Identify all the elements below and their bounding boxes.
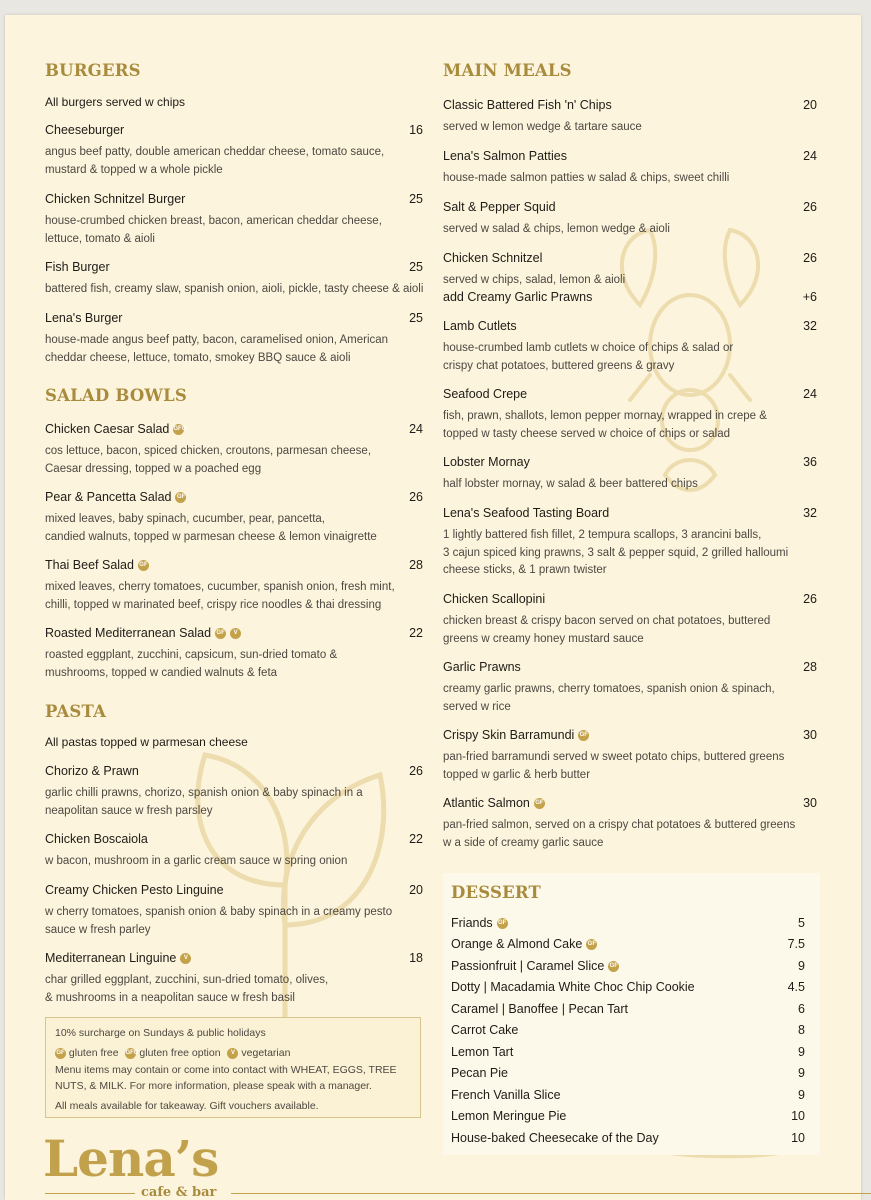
item-name	[45, 422, 187, 436]
dessert-name: French Vanilla Slice	[451, 1088, 561, 1102]
brand-logo: Lena’s	[43, 1129, 219, 1188]
item-name: Salt & Pepper Squid	[443, 200, 556, 214]
item-description	[443, 408, 817, 443]
desc-line: roasted eggplant, zucchini, capsicum, sun-dried tomato &	[45, 649, 338, 661]
item-price: 26	[803, 592, 817, 606]
desc-line: house-made salmon patties w salad & chips, sweet chilli	[443, 172, 730, 184]
item-description	[45, 904, 423, 939]
desc-line: w a side of creamy garlic sauce	[443, 836, 604, 849]
allergen-note-line-2: NUTS, & MILK. For more information, please speak with a manager.	[55, 1080, 372, 1092]
takeaway-note: All meals available for takeaway. Gift vouchers available.	[55, 1100, 319, 1112]
dessert-price: 5	[798, 916, 805, 930]
item-description	[45, 647, 423, 682]
desc-line: greens w creamy honey mustard sauce	[443, 632, 644, 645]
item-price: 30	[803, 728, 817, 742]
item-description	[443, 749, 817, 784]
item-name-text: Chicken Caesar Salad	[45, 422, 170, 436]
item-price: 18	[409, 951, 423, 965]
item-name: Chicken Schnitzel	[443, 251, 543, 265]
item-price: 24	[409, 422, 423, 436]
menu-item	[443, 592, 817, 606]
addon-name: add Creamy Garlic Prawns	[443, 290, 593, 304]
desc-line: half lobster mornay, w salad & beer battered chips	[443, 478, 698, 490]
menu-item	[443, 251, 817, 265]
dessert-price: 4.5	[787, 980, 805, 994]
dessert-price: 10	[791, 1131, 805, 1145]
item-price: 28	[409, 558, 423, 572]
item-name	[45, 490, 186, 504]
desc-line: house-made angus beef patty, bacon, caramelised onion, American	[45, 334, 389, 346]
item-name	[45, 558, 149, 572]
item-name-text: Pear & Pancetta Salad	[45, 490, 172, 504]
desc-line: sauce w fresh parley	[45, 923, 151, 936]
legend-gf: gluten free	[68, 1047, 119, 1059]
pasta-heading: PASTA	[45, 702, 107, 721]
item-description	[45, 144, 423, 179]
item-name: Garlic Prawns	[443, 660, 521, 674]
item-name: Chorizo & Prawn	[45, 764, 139, 778]
item-price: 26	[803, 251, 817, 265]
allergen-note-line-1: Menu items may contain or come into contact with WHEAT, EGGS, TREE	[55, 1064, 397, 1076]
item-name: Cheeseburger	[45, 123, 125, 137]
dessert-item	[451, 1131, 805, 1145]
desc-line: 3 cajun spiced king prawns, 3 salt & pepper squid, 2 grilled halloumi	[443, 546, 789, 559]
desc-line: w bacon, mushroom in a garlic cream sauce w spring onion	[45, 855, 348, 867]
menu-page	[5, 15, 861, 1200]
desc-line: pan-fried salmon, served on a crispy chat potatoes & buttered greens	[443, 819, 796, 831]
item-name-text: Thai Beef Salad	[45, 558, 134, 572]
menu-item	[443, 506, 817, 520]
main-meals-heading: MAIN MEALS	[443, 61, 572, 80]
desc-line: pan-fried barramundi served w sweet potato chips, buttered greens	[443, 751, 785, 763]
dessert-name	[451, 959, 619, 973]
item-name: Lamb Cutlets	[443, 319, 517, 333]
item-name: Lena's Burger	[45, 311, 123, 325]
item-description	[45, 579, 423, 614]
gluten-free-icon: GF	[586, 939, 597, 950]
desc-line: mushrooms, topped w candied walnuts & feta	[45, 666, 278, 679]
desc-line: served w rice	[443, 700, 511, 713]
item-price: 36	[803, 455, 817, 469]
dessert-item	[451, 1088, 805, 1102]
dessert-price: 8	[798, 1023, 805, 1037]
desc-line: candied walnuts, topped w parmesan cheese & lemon vinaigrette	[45, 530, 377, 543]
desc-line: mixed leaves, cherry tomatoes, cucumber, spanish onion, fresh mint,	[45, 581, 395, 593]
vegetarian-icon: V	[230, 628, 241, 639]
dessert-price: 10	[791, 1109, 805, 1123]
dessert-price: 6	[798, 1002, 805, 1016]
item-price: 28	[803, 660, 817, 674]
dessert-item	[451, 1023, 805, 1037]
desc-line: Caesar dressing, topped w a poached egg	[45, 462, 262, 475]
desc-line: cheese sticks, & 1 prawn twister	[443, 564, 607, 576]
menu-item	[443, 149, 817, 163]
desc-line: mustard & topped w a whole pickle	[45, 163, 223, 176]
dessert-name: Lemon Meringue Pie	[451, 1109, 567, 1123]
menu-item	[443, 319, 817, 333]
item-price: 20	[409, 883, 423, 897]
menu-item	[443, 200, 817, 214]
item-price: 25	[409, 311, 423, 325]
menu-item	[45, 764, 423, 778]
item-name: Lena's Seafood Tasting Board	[443, 506, 610, 520]
item-description	[45, 213, 423, 248]
desc-line: served w lemon wedge & tartare sauce	[443, 121, 642, 133]
desc-line: w cherry tomatoes, spanish onion & baby spinach in a creamy pesto	[45, 906, 393, 918]
item-price: 32	[803, 319, 817, 333]
item-price: 32	[803, 506, 817, 520]
item-price: 25	[409, 192, 423, 206]
desc-line: & mushrooms in a neapolitan sauce w fresh basil	[45, 991, 295, 1004]
item-description	[45, 511, 423, 546]
gluten-free-icon: GF	[55, 1048, 66, 1059]
desc-line: neapolitan sauce w fresh parsley	[45, 804, 213, 817]
item-name-text: Atlantic Salmon	[443, 796, 530, 810]
desc-line: topped w tasty cheese served w choice of chips or salad	[443, 427, 731, 440]
item-description	[443, 221, 817, 239]
item-description	[45, 853, 423, 871]
item-name: Chicken Boscaiola	[45, 832, 148, 846]
item-name: Chicken Scallopini	[443, 592, 546, 606]
dessert-name-text: Orange & Almond Cake	[451, 937, 583, 951]
item-name: Seafood Crepe	[443, 387, 528, 401]
dessert-name-text: Passionfruit | Caramel Slice	[451, 959, 605, 973]
desc-line: house-crumbed lamb cutlets w choice of chips & salad or	[443, 342, 734, 354]
item-price: 24	[803, 387, 817, 401]
desc-line: garlic chilli prawns, chorizo, spanish onion & baby spinach in a	[45, 787, 363, 799]
gluten-free-icon: GF	[534, 798, 545, 809]
menu-item	[45, 192, 423, 206]
item-description	[45, 972, 423, 1007]
menu-item	[443, 455, 817, 469]
menu-item	[45, 260, 423, 274]
item-description	[443, 817, 817, 852]
menu-item	[443, 660, 817, 674]
dessert-item	[451, 916, 805, 930]
dessert-name	[451, 937, 597, 951]
item-price: 22	[409, 626, 423, 640]
menu-item	[45, 422, 423, 436]
gluten-free-option-icon: GFO	[125, 1048, 136, 1059]
dessert-name-text: Friands	[451, 916, 493, 930]
menu-item	[443, 728, 817, 742]
item-description	[443, 613, 817, 648]
burgers-note: All burgers served w chips	[45, 95, 186, 109]
menu-item	[45, 832, 423, 846]
vegetarian-icon: V	[227, 1048, 238, 1059]
item-description	[443, 119, 817, 137]
item-description	[45, 443, 423, 478]
desc-line: served w chips, salad, lemon & aioli	[443, 274, 626, 286]
dessert-item	[451, 1109, 805, 1123]
menu-item	[45, 490, 423, 504]
item-name: Classic Battered Fish 'n' Chips	[443, 98, 612, 112]
item-name	[443, 728, 589, 742]
legend-row	[55, 1047, 290, 1059]
item-name	[45, 626, 241, 640]
item-price: 26	[409, 764, 423, 778]
desc-line: angus beef patty, double american cheddar cheese, tomato sauce,	[45, 146, 385, 158]
item-name: Fish Burger	[45, 260, 110, 274]
brand-tagline: cafe & bar	[141, 1185, 217, 1200]
dessert-name: Carrot Cake	[451, 1023, 519, 1037]
desc-line: topped w garlic & herb butter	[443, 768, 591, 781]
desc-line: mixed leaves, baby spinach, cucumber, pear, pancetta,	[45, 513, 325, 525]
logo-rule-left	[45, 1193, 135, 1194]
desc-line: house-crumbed chicken breast, bacon, american cheddar cheese,	[45, 215, 382, 227]
dessert-item	[451, 959, 805, 973]
item-price: 25	[409, 260, 423, 274]
legend-veg: vegetarian	[241, 1047, 291, 1059]
pasta-note: All pastas topped w parmesan cheese	[45, 735, 248, 749]
item-description	[443, 476, 817, 494]
menu-item	[45, 558, 423, 572]
surcharge-note: 10% surcharge on Sundays & public holidays	[55, 1027, 266, 1039]
desc-line: cos lettuce, bacon, spiced chicken, croutons, parmesan cheese,	[45, 445, 372, 457]
dessert-price: 9	[798, 1088, 805, 1102]
item-description	[443, 340, 817, 375]
gluten-free-icon: GF	[497, 918, 508, 929]
dessert-price: 9	[798, 959, 805, 973]
item-name: Lena's Salmon Patties	[443, 149, 567, 163]
item-name-text: Crispy Skin Barramundi	[443, 728, 575, 742]
item-name-text: Mediterranean Linguine	[45, 951, 177, 965]
dessert-item	[451, 1066, 805, 1080]
item-price: 26	[409, 490, 423, 504]
dessert-name	[451, 916, 508, 930]
dessert-name: House-baked Cheesecake of the Day	[451, 1131, 659, 1145]
dessert-item	[451, 1045, 805, 1059]
menu-item	[45, 626, 423, 640]
item-description	[443, 527, 817, 580]
salad-heading: SALAD BOWLS	[45, 386, 188, 405]
item-description	[443, 272, 817, 290]
dessert-item	[451, 980, 805, 994]
dessert-heading: DESSERT	[451, 883, 542, 902]
item-description	[443, 170, 817, 188]
desc-line: creamy garlic prawns, cherry tomatoes, spanish onion & spinach,	[443, 683, 775, 695]
menu-item	[45, 951, 423, 965]
desc-line: fish, prawn, shallots, lemon pepper mornay, wrapped in crepe &	[443, 410, 767, 422]
item-name: Creamy Chicken Pesto Linguine	[45, 883, 224, 897]
gluten-free-icon: GF	[215, 628, 226, 639]
gluten-free-option-icon: GFO	[173, 424, 184, 435]
menu-item	[45, 123, 423, 137]
menu-item	[443, 796, 817, 810]
dessert-panel	[443, 873, 820, 1155]
menu-item	[443, 98, 817, 112]
vegetarian-icon: V	[180, 953, 191, 964]
dessert-item	[451, 1002, 805, 1016]
desc-line: lettuce, tomato & aioli	[45, 232, 155, 245]
desc-line: chilli, topped w marinated beef, crispy rice noodles & thai dressing	[45, 598, 382, 611]
desc-line: cheddar cheese, lettuce, tomato, smokey BBQ sauce & aioli	[45, 351, 351, 364]
desc-line: served w salad & chips, lemon wedge & aioli	[443, 223, 670, 235]
gluten-free-icon: GF	[608, 961, 619, 972]
item-name	[45, 951, 191, 965]
item-description	[45, 281, 423, 299]
item-name: Chicken Schnitzel Burger	[45, 192, 186, 206]
item-price: 26	[803, 200, 817, 214]
item-name	[443, 796, 545, 810]
menu-item	[45, 883, 423, 897]
item-price: 30	[803, 796, 817, 810]
dietary-info-box	[45, 1017, 421, 1118]
dessert-name: Caramel | Banoffee | Pecan Tart	[451, 1002, 628, 1016]
gluten-free-icon: GF	[578, 730, 589, 741]
menu-item	[443, 387, 817, 401]
item-name: Lobster Mornay	[443, 455, 530, 469]
desc-line: chicken breast & crispy bacon served on chat potatoes, buttered	[443, 615, 771, 627]
gluten-free-icon: GF	[138, 560, 149, 571]
dessert-price: 9	[798, 1066, 805, 1080]
dessert-name: Pecan Pie	[451, 1066, 508, 1080]
gluten-free-icon: GF	[175, 492, 186, 503]
dessert-item	[451, 937, 805, 951]
logo-rule-right	[231, 1193, 871, 1194]
legend-gfo: gluten free option	[139, 1047, 221, 1059]
desc-line: 1 lightly battered fish fillet, 2 tempura scallops, 3 arancini balls,	[443, 529, 762, 541]
desc-line: char grilled eggplant, zucchini, sun-dried tomato, olives,	[45, 974, 329, 986]
item-price: 22	[409, 832, 423, 846]
addon-price: +6	[802, 290, 817, 304]
item-description	[45, 332, 423, 367]
dessert-price: 9	[798, 1045, 805, 1059]
item-price: 16	[409, 123, 423, 137]
item-name-text: Roasted Mediterranean Salad	[45, 626, 212, 640]
item-description	[45, 785, 423, 820]
menu-item-addon	[443, 290, 817, 304]
menu-item	[45, 311, 423, 325]
dessert-name: Dotty | Macadamia White Choc Chip Cookie	[451, 980, 695, 994]
desc-line: crispy chat potatoes, buttered greens & gravy	[443, 359, 675, 372]
dessert-price: 7.5	[787, 937, 805, 951]
item-description	[443, 681, 817, 716]
item-price: 24	[803, 149, 817, 163]
item-price: 20	[803, 98, 817, 112]
desc-line: battered fish, creamy slaw, spanish onion, aioli, pickle, tasty cheese & aioli	[45, 283, 424, 295]
dessert-name: Lemon Tart	[451, 1045, 514, 1059]
burgers-heading: BURGERS	[45, 61, 141, 80]
